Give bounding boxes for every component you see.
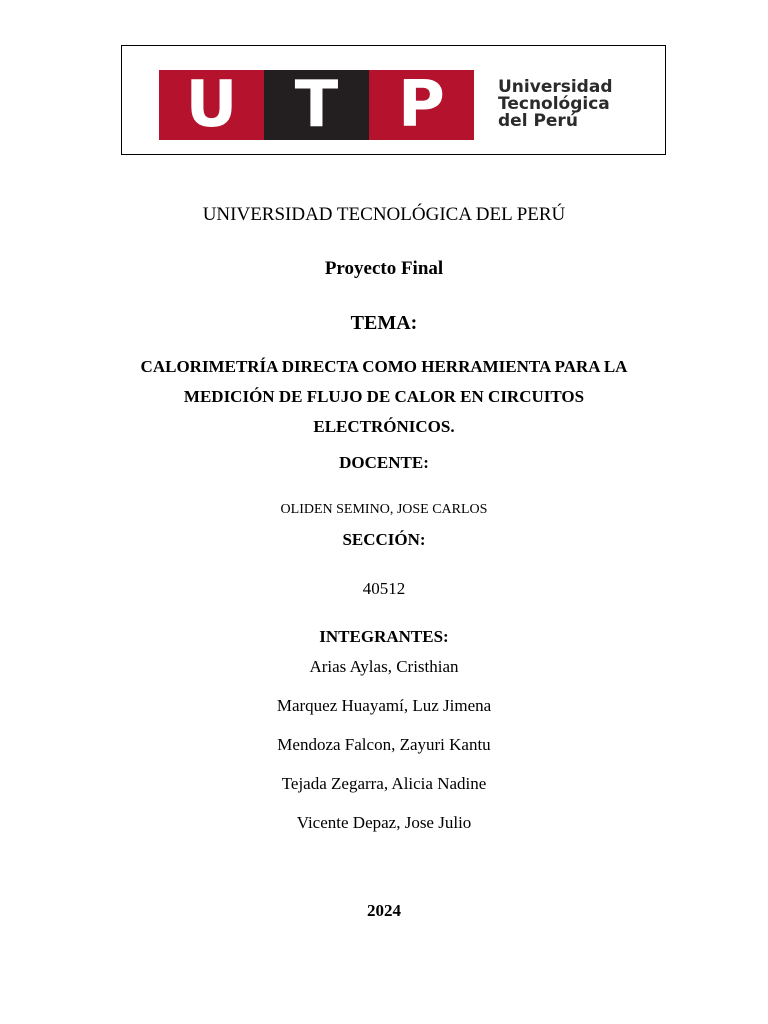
member-item: Marquez Huayamí, Luz Jimena [276,696,492,715]
member-item: Tejada Zegarra, Alicia Nadine [281,774,487,793]
member-item: Mendoza Falcon, Zayuri Kantu [277,735,491,754]
seccion-label: SECCIÓN: [342,530,426,549]
seccion-value: 40512 [362,579,406,598]
logo-name-line-2: Tecnológica [498,94,610,114]
member-item: Arias Aylas, Cristhian [309,657,459,676]
project-title: Proyecto Final [324,258,444,279]
topic-line-2: MEDICIÓN DE FLUJO DE CALOR EN CIRCUITOS [183,387,585,406]
docente-value: OLIDEN SEMINO, JOSE CARLOS [280,502,488,517]
logo-tile-t [264,70,369,140]
topic-block [84,352,684,442]
logo-name-line-3: del Perú [498,111,578,131]
integrantes-label: INTEGRANTES: [319,627,449,646]
logo-tile-u [159,70,264,140]
logo-letter-p: P [398,68,445,142]
logo-letter-t: T [294,68,339,142]
logo-wordmark [498,79,612,130]
university-title: UNIVERSIDAD TECNOLÓGICA DEL PERÚ [202,204,566,225]
topic-line-3: ELECTRÓNICOS. [313,417,455,436]
logo-name-line-1: Universidad [498,77,613,97]
tema-label: TEMA: [350,312,418,334]
topic-line-1: CALORIMETRÍA DIRECTA COMO HERRAMIENTA PARA LA [140,357,628,376]
logo-box [121,45,666,155]
member-item: Vicente Depaz, Jose Julio [296,813,472,832]
year: 2024 [367,901,401,920]
logo-letter-u: U [185,68,238,142]
docente-label: DOCENTE: [339,453,429,472]
members-list [0,656,768,851]
logo-tile-p [369,70,474,140]
